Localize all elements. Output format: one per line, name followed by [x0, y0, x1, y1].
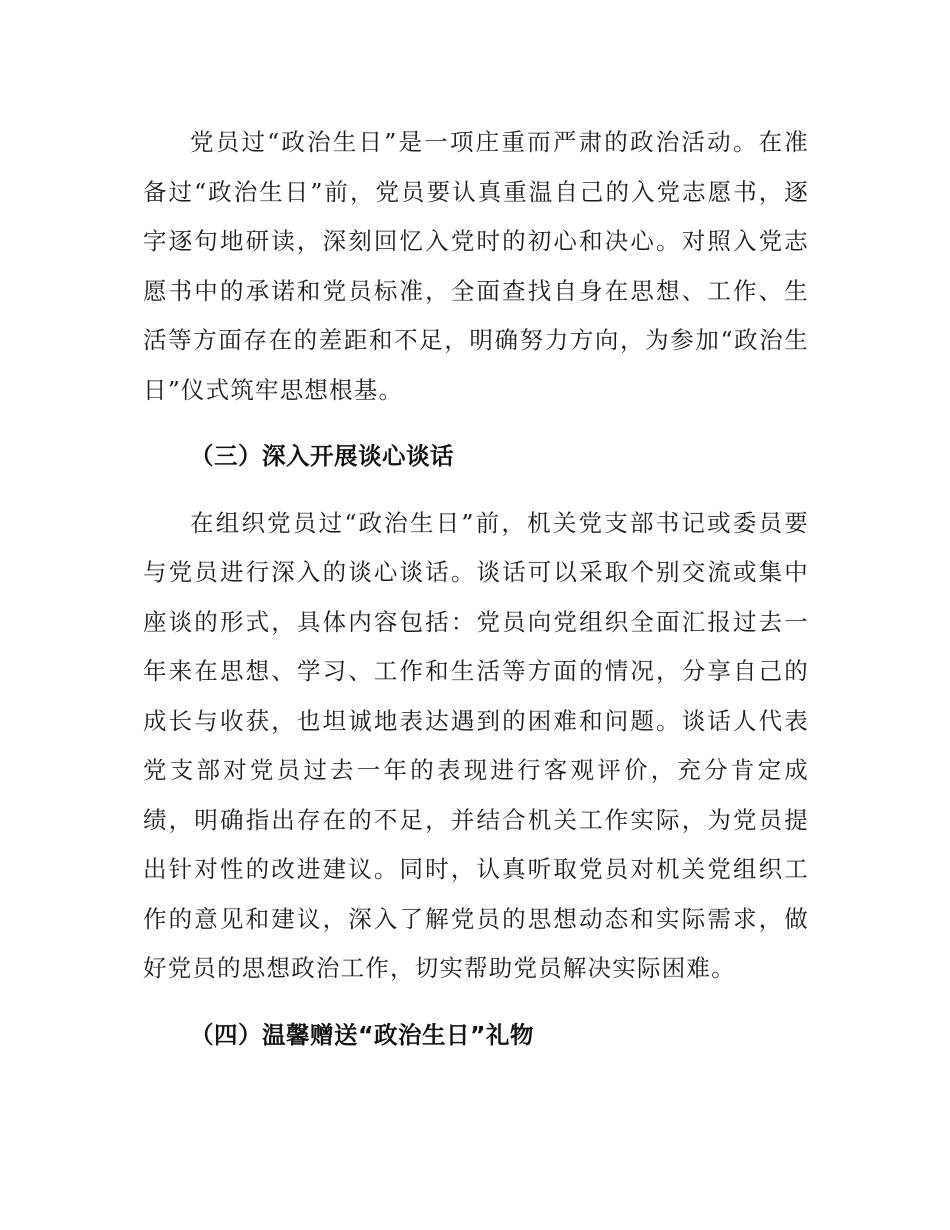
section-heading-3: （三）深入开展谈心谈话	[190, 442, 454, 470]
paragraph-heart-to-heart-talk: 在组织党员过“政治生日”前，机关党支部书记或委员要与党员进行深入的谈心谈话。谈话可以采取个别交流或集中座谈的形式，具体内容包括：党员向党组织全面汇报过去一年来在思想、学习、工作和生活等方面的情况，分享自己的成长与收获，也坦诚地表达遇到的困难和问题。谈话人代表党支部对党员过去一年的表现进行客观评价，充分肯定成绩，明确指出存在的不足，并结合机关工作实际，为党员提出针对性的改进建议。同时，认真听取党员对机关党组织工作的意见和建议，深入了解党员的思想动态和实际需求，做好党员的思想政治工作，切实帮助党员解决实际困难。	[143, 508, 809, 982]
spacer	[143, 482, 809, 499]
section-heading-4: （四）温馨赠送“政治生日”礼物	[190, 1020, 534, 1049]
paragraph-preparation: 党员过“政治生日”是一项庄重而严肃的政治活动。在准备过“政治生日”前，党员要认真重温自己的入党志愿书，逐字逐句地研读，深刻回忆入党时的初心和决心。对照入党志愿书中的承诺和党员标准，全面查找自身在思想、工作、生活等方面存在的差距和不足，明确努力方向，为参加“政治生日”仪式筑牢思想根基。	[143, 128, 809, 404]
document-body	[143, 118, 809, 1060]
spacer	[143, 994, 809, 1011]
spacer	[143, 415, 809, 432]
